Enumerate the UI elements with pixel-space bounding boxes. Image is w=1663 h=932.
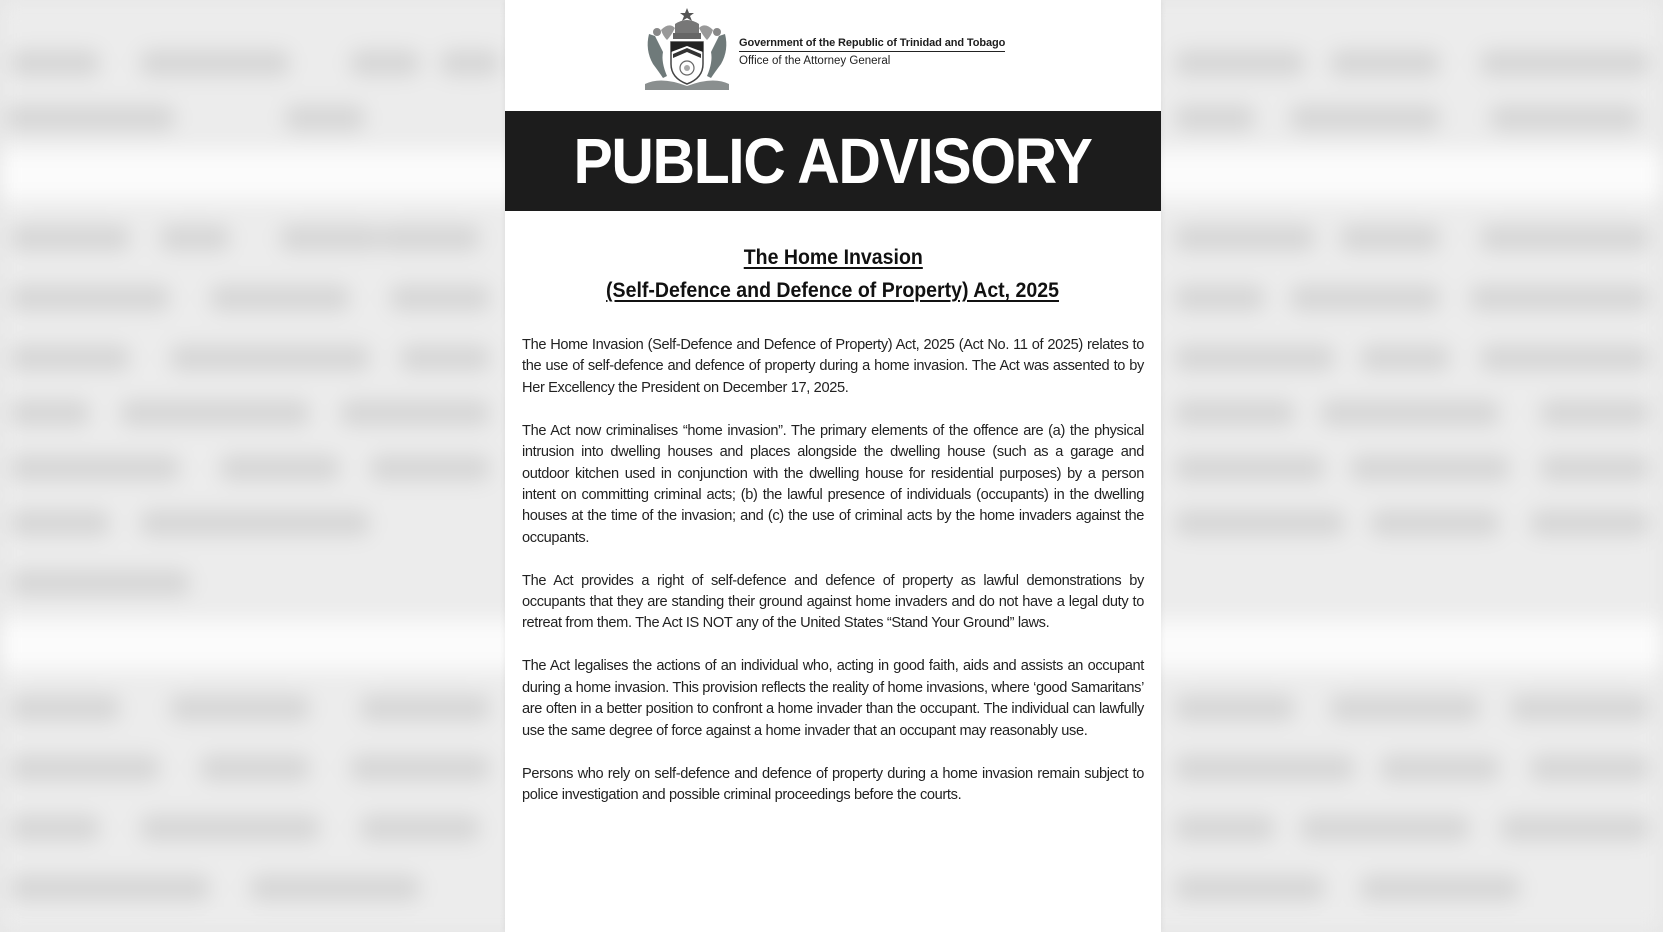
paragraph-good-samaritans: The Act legalises the actions of an individual who, acting in good faith, aids and assists an occupant during a home invasion. This provision reflects the reality of home invasions, where ‘good Samaritans’ are often in a better position to confront a home invader than the occupant. The individual can lawfully use the same degree of force against a home invader that an occupant may reasonably use. — [522, 658, 1144, 739]
act-title-line-2: (Self-Defence and Defence of Property) Act, 2025 — [606, 279, 1060, 302]
document-header — [505, 0, 1161, 110]
paragraph-offence-elements: The Act now criminalises “home invasion”. The primary elements of the offence are (a) the physical intrusion into dwelling houses and places alongside the dwelling house (such as a garage and outdoor kitchen used in conjunction with the dwelling house for residential purposes) by a person intent on committing criminal acts; (b) the lawful presence of individuals (occupants) in the dwelling houses at the time of the invasion; and (c) the use of criminal acts by the home invaders against the occupants. — [522, 422, 1144, 546]
office-name: Office of the Attorney General — [739, 55, 891, 67]
banner-heading: PUBLIC ADVISORY — [574, 125, 1092, 197]
government-name: Government of the Republic of Trinidad and Tobago — [739, 37, 1005, 52]
paragraph-right-of-self-defence: The Act provides a right of self-defence and defence of property as lawful demonstrations by occupants that they are standing their ground against home invaders and do not have a legal duty to retreat from them. The Act IS NOT any of the United States “Stand Your Ground” laws. — [522, 572, 1144, 632]
advisory-document — [505, 0, 1161, 932]
issuer-block — [739, 37, 1005, 67]
coat-of-arms-icon — [641, 6, 733, 92]
act-title-line-1: The Home Invasion — [743, 246, 923, 269]
public-advisory-banner — [505, 111, 1161, 211]
advisory-body — [522, 335, 1144, 828]
paragraph-act-overview: The Home Invasion (Self-Defence and Defence of Property) Act, 2025 (Act No. 11 of 2025) relates to the use of self-defence and defence of property during a home invasion. The Act was assented to by Her Excellency the President on December 17, 2025. — [522, 337, 1144, 396]
act-title — [505, 241, 1161, 307]
paragraph-police-investigation: Persons who rely on self-defence and defence of property during a home invasion remain subject to police investigation and possible criminal proceedings before the courts. — [522, 765, 1144, 803]
